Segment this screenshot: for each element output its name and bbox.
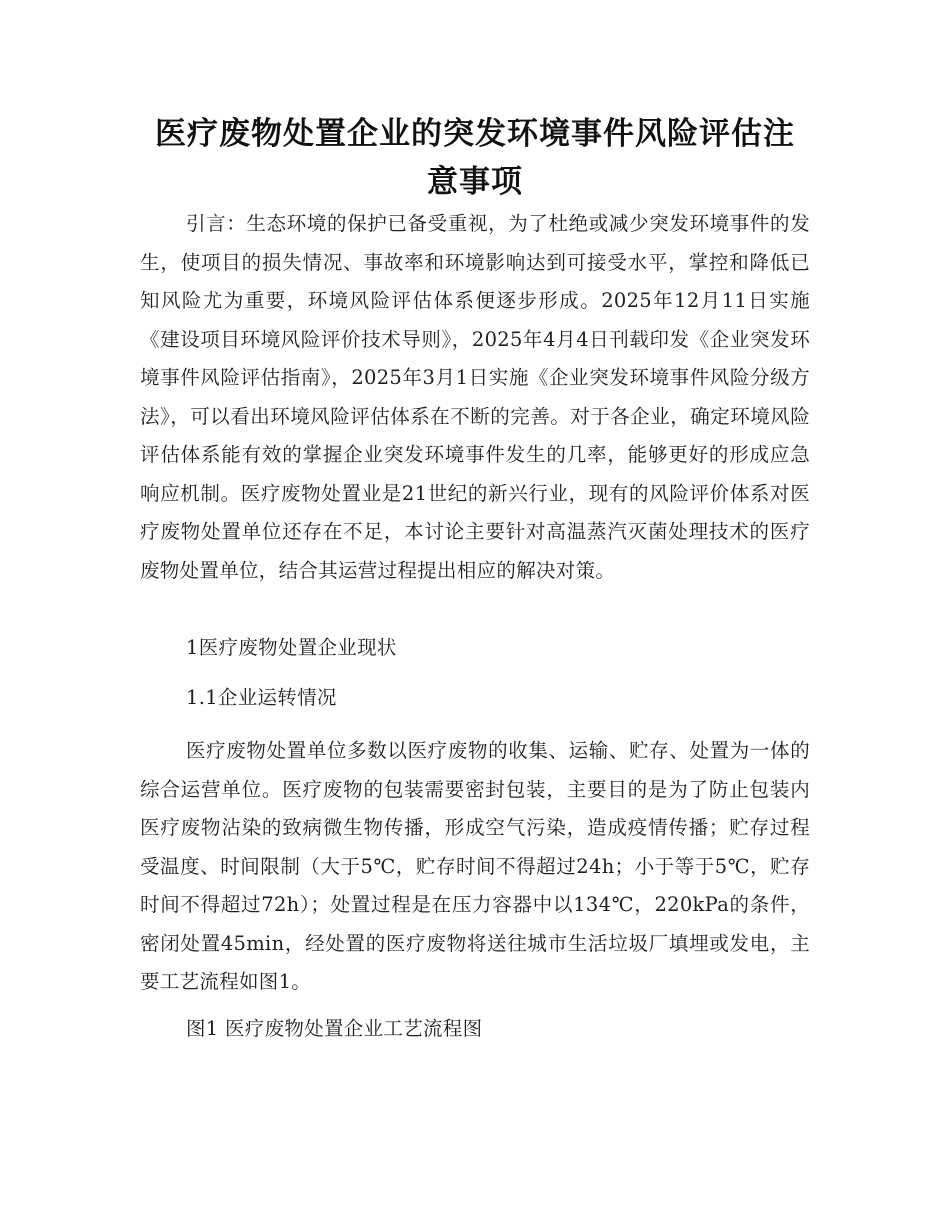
figure-caption: 图1 医疗废物处置企业工艺流程图 bbox=[186, 1017, 483, 1040]
intro-paragraph: 引言：生态环境的保护已备受重视，为了杜绝或减少突发环境事件的发生，使项目的损失情况、事故率和环境影响达到可接受水平，掌控和降低已知风险尤为重要，环境风险评估体系便逐步形成。2025年12月11日实施《建设项目环境风险评价技术导则》，2025年4月4日刊载印发《企业突发环境事件风险评估指南》，2025年3月1日实施《企业突发环境事件风险分级方法》，可以看出环境风险评估体系在不断的完善。对于各企业，确定环境风险评估体系能有效的掌握企业突发环境事件发生的几率，能够更好的形成应急响应机制。医疗废物处置业是21世纪的新兴行业，现有的风险评价体系对医疗废物处置单位还存在不足，本讨论主要针对高温蒸汽灭菌处理技术的医疗废物处置单位，结合其运营过程提出相应的解决对策。 bbox=[140, 212, 810, 582]
section-heading-1: 1医疗废物处置企业现状 bbox=[186, 636, 397, 659]
operations-paragraph: 医疗废物处置单位多数以医疗废物的收集、运输、贮存、处置为一体的综合运营单位。医疗废物的包装需要密封包装，主要目的是为了防止包装内医疗废物沾染的致病微生物传播，形成空气污染，造成疫情传播；贮存过程受温度、时间限制（大于5℃，贮存时间不得超过24h；小于等于5℃，贮存时间不得超过72h）；处置过程是在压力容器中以134℃，220kPa的条件，密闭处置45min，经处置的医疗废物将送往城市生活垃圾厂填埋或发电，主要工艺流程如图1。 bbox=[140, 739, 810, 993]
section-heading-1-1: 1.1企业运转情况 bbox=[186, 686, 337, 709]
document-title: 医疗废物处置企业的突发环境事件风险评估注意事项 bbox=[155, 116, 795, 200]
